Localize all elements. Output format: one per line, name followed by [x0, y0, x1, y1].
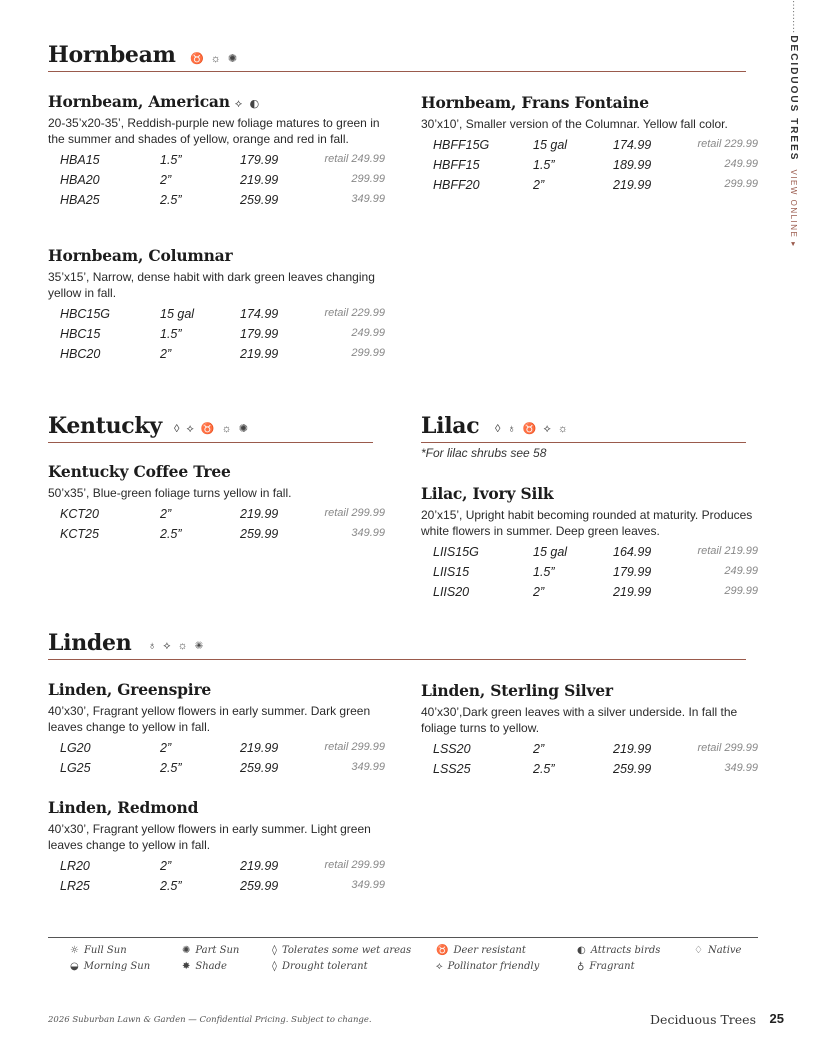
full-sun-icon: ☼	[70, 945, 79, 956]
retail-price: 349.99	[351, 879, 385, 891]
retail-price: retail 299.99	[697, 742, 758, 754]
fragrant-icon: ♁	[577, 961, 585, 972]
price-row	[421, 156, 758, 176]
product-hornbeam-columnar	[48, 246, 385, 365]
product-name: Lilac, Ivory Silk	[421, 484, 554, 503]
legend-shade	[182, 961, 227, 972]
price-row	[48, 325, 385, 345]
price: 164.99	[613, 545, 652, 559]
sku: LR20	[60, 859, 90, 873]
part-sun-icon: ✺	[182, 945, 191, 956]
retail-price: retail 299.99	[324, 507, 385, 519]
price: 219.99	[240, 859, 279, 873]
sku: HBFF15G	[433, 138, 490, 152]
attribute-icons: ♉ ☼ ✺	[190, 53, 240, 65]
footer-section-name: Deciduous Trees	[650, 1012, 756, 1027]
legend-label: Native	[707, 945, 742, 956]
legend-label: Full Sun	[83, 945, 127, 956]
price: 219.99	[240, 741, 279, 755]
retail-price: retail 219.99	[697, 545, 758, 557]
product-lilac-ivory-silk	[421, 484, 758, 603]
price-row	[421, 740, 758, 760]
retail-price: 249.99	[724, 565, 758, 577]
legend-native	[694, 945, 741, 956]
sku: HBFF15	[433, 158, 480, 172]
attribute-icons: ♁ ⟡ ☼ ✺	[148, 640, 206, 652]
attribute-icons: ◊ ⟡ ♉ ☼ ✺	[174, 423, 250, 435]
price-row	[48, 345, 385, 365]
price-row	[421, 563, 758, 583]
price: 219.99	[240, 347, 279, 361]
legend-label: Tolerates some wet areas	[281, 945, 412, 956]
section-lilac-header	[421, 412, 746, 443]
retail-price: 299.99	[351, 173, 385, 185]
price-row	[48, 151, 385, 171]
sku: LSS25	[433, 762, 471, 776]
price-row	[48, 739, 385, 759]
retail-price: retail 299.99	[324, 859, 385, 871]
price: 179.99	[240, 153, 279, 167]
legend-wet	[272, 945, 411, 956]
page-number: 25	[769, 1011, 784, 1026]
size: 15 gal	[533, 138, 568, 152]
product-hornbeam-frans-fontaine	[421, 93, 758, 196]
section-title: Hornbeam	[48, 42, 176, 68]
sku: LR25	[60, 879, 90, 893]
product-description: 40’x30’, Fragrant yellow flowers in early summer. Light green leaves change to yellow in fall.	[48, 822, 371, 852]
legend-birds	[577, 945, 660, 956]
sku: LIIS15	[433, 565, 470, 579]
attribute-icons: ◊ ♁ ♉ ⟡ ☼	[495, 423, 570, 435]
legend-morning-sun	[70, 961, 150, 972]
size: 1.5”	[533, 565, 555, 579]
price: 219.99	[613, 585, 652, 599]
size: 2.5”	[533, 762, 555, 776]
section-title: Lilac	[421, 413, 480, 439]
attribute-icons: ⟡ ◐	[234, 97, 262, 110]
legend-part-sun	[182, 945, 239, 956]
sku: HBC15G	[60, 307, 111, 321]
retail-price: 349.99	[724, 762, 758, 774]
retail-price: 299.99	[351, 347, 385, 359]
size: 2.5”	[160, 879, 182, 893]
price: 219.99	[613, 178, 652, 192]
retail-price: 349.99	[351, 761, 385, 773]
product-description: 20-35’x20-35’, Reddish-purple new foliage matures to green in the summer and shades of yellow, orange and red in fall.	[48, 116, 380, 146]
price: 219.99	[240, 173, 279, 187]
retail-price: 299.99	[724, 178, 758, 190]
size: 2.5”	[160, 193, 182, 207]
bird-icon: ◐	[577, 945, 586, 956]
price-row	[48, 877, 385, 897]
size: 2”	[533, 178, 545, 192]
price: 259.99	[240, 879, 279, 893]
product-description: 40’x30’, Fragrant yellow flowers in early summer. Dark green leaves change to yellow in fall.	[48, 704, 371, 734]
sku: HBFF20	[433, 178, 480, 192]
product-description: 35’x15’, Narrow, dense habit with dark green leaves changing yellow in fall.	[48, 270, 375, 300]
price-row	[421, 583, 758, 603]
size: 2”	[533, 742, 545, 756]
size: 2.5”	[160, 761, 182, 775]
price-row	[48, 171, 385, 191]
product-name: Kentucky Coffee Tree	[48, 462, 231, 481]
legend-pollinator	[436, 961, 539, 972]
product-name: Hornbeam, Columnar	[48, 246, 233, 265]
price-row	[421, 543, 758, 563]
sku: HBC20	[60, 347, 101, 361]
sku: HBA25	[60, 193, 100, 207]
price-row	[421, 760, 758, 780]
legend-drought	[272, 961, 368, 972]
product-linden-sterling-silver	[421, 681, 758, 780]
price: 174.99	[613, 138, 652, 152]
native-icon: ♢	[694, 945, 703, 956]
deer-icon: ♉	[436, 945, 449, 956]
product-name: Linden, Greenspire	[48, 680, 212, 699]
price: 259.99	[240, 193, 279, 207]
product-name: Hornbeam, American	[48, 92, 230, 111]
sku: KCT20	[60, 507, 99, 521]
sku: LIIS20	[433, 585, 470, 599]
section-title: Linden	[48, 630, 132, 656]
size: 2.5”	[160, 527, 182, 541]
price-row	[48, 759, 385, 779]
section-title: Kentucky	[48, 413, 162, 439]
price: 259.99	[240, 527, 279, 541]
side-tab	[783, 0, 803, 270]
size: 15 gal	[160, 307, 195, 321]
sku: HBA15	[60, 153, 100, 167]
sku: HBA20	[60, 173, 100, 187]
product-name: Linden, Sterling Silver	[421, 681, 613, 700]
retail-price: 249.99	[351, 327, 385, 339]
legend-deer	[436, 945, 526, 956]
sku: HBC15	[60, 327, 101, 341]
size: 1.5”	[160, 153, 182, 167]
size: 15 gal	[533, 545, 568, 559]
product-description: 20’x15’, Upright habit becoming rounded at maturity. Produces white flowers in summer. Deep green leaves.	[421, 508, 753, 538]
retail-price: retail 249.99	[324, 153, 385, 165]
size: 1.5”	[160, 327, 182, 341]
product-description: 50’x35’, Blue-green foliage turns yellow in fall.	[48, 486, 292, 500]
retail-price: retail 229.99	[697, 138, 758, 150]
price-row	[48, 505, 385, 525]
legend-full-sun	[70, 945, 127, 956]
size: 2”	[160, 507, 172, 521]
price: 259.99	[613, 762, 652, 776]
footer-disclaimer: 2026 Suburban Lawn & Garden — Confidential Pricing. Subject to change.	[48, 1015, 372, 1025]
price: 189.99	[613, 158, 652, 172]
section-hornbeam-header	[48, 41, 746, 72]
wet-areas-icon: ◊	[272, 945, 277, 956]
price-row	[48, 857, 385, 877]
drought-icon: ◊	[272, 961, 277, 972]
price-row	[48, 525, 385, 545]
section-linden-header	[48, 629, 746, 660]
side-tab-title: DECIDUOUS TREES	[788, 35, 799, 162]
legend-label: Deer resistant	[453, 945, 526, 956]
icon-legend	[48, 937, 758, 972]
product-description: 30’x10’, Smaller version of the Columnar. Yellow fall color.	[421, 117, 728, 131]
sku: LIIS15G	[433, 545, 479, 559]
morning-sun-icon: ◒	[70, 961, 79, 972]
sku: LG25	[60, 761, 91, 775]
size: 2”	[533, 585, 545, 599]
product-kentucky-coffee-tree	[48, 462, 385, 545]
price: 179.99	[613, 565, 652, 579]
price-row	[421, 136, 758, 156]
size: 2”	[160, 173, 172, 187]
price-row	[421, 176, 758, 196]
legend-label: Fragrant	[589, 961, 635, 972]
pollinator-icon: ⟡	[436, 961, 443, 972]
product-linden-redmond	[48, 798, 385, 897]
product-description: 40’x30’,Dark green leaves with a silver underside. In fall the foliage turns to yellow.	[421, 705, 738, 735]
side-tab-dots: ··········	[788, 0, 799, 34]
shade-icon: ✸	[182, 961, 191, 972]
legend-label: Drought tolerant	[281, 961, 368, 972]
size: 1.5”	[533, 158, 555, 172]
product-linden-greenspire	[48, 680, 385, 779]
product-name: Hornbeam, Frans Fontaine	[421, 93, 649, 112]
retail-price: 299.99	[724, 585, 758, 597]
retail-price: retail 229.99	[324, 307, 385, 319]
view-online-link[interactable]: VIEW ONLINE ▸	[789, 169, 798, 248]
retail-price: 249.99	[724, 158, 758, 170]
sku: LSS20	[433, 742, 471, 756]
legend-fragrant	[577, 961, 635, 972]
lilac-note: *For lilac shrubs see 58	[421, 446, 547, 460]
retail-price: retail 299.99	[324, 741, 385, 753]
price-row	[48, 305, 385, 325]
size: 2”	[160, 859, 172, 873]
retail-price: 349.99	[351, 527, 385, 539]
price-row	[48, 191, 385, 211]
legend-label: Pollinator friendly	[447, 961, 540, 972]
product-hornbeam-american	[48, 92, 385, 211]
size: 2”	[160, 741, 172, 755]
legend-label: Shade	[195, 961, 227, 972]
retail-price: 349.99	[351, 193, 385, 205]
legend-label: Morning Sun	[83, 961, 151, 972]
legend-label: Part Sun	[195, 945, 240, 956]
price: 219.99	[613, 742, 652, 756]
section-kentucky-header	[48, 412, 373, 443]
sku: LG20	[60, 741, 91, 755]
price: 179.99	[240, 327, 279, 341]
legend-label: Attracts birds	[590, 945, 661, 956]
sku: KCT25	[60, 527, 99, 541]
price: 174.99	[240, 307, 279, 321]
product-name: Linden, Redmond	[48, 798, 199, 817]
price: 219.99	[240, 507, 279, 521]
price: 259.99	[240, 761, 279, 775]
size: 2”	[160, 347, 172, 361]
